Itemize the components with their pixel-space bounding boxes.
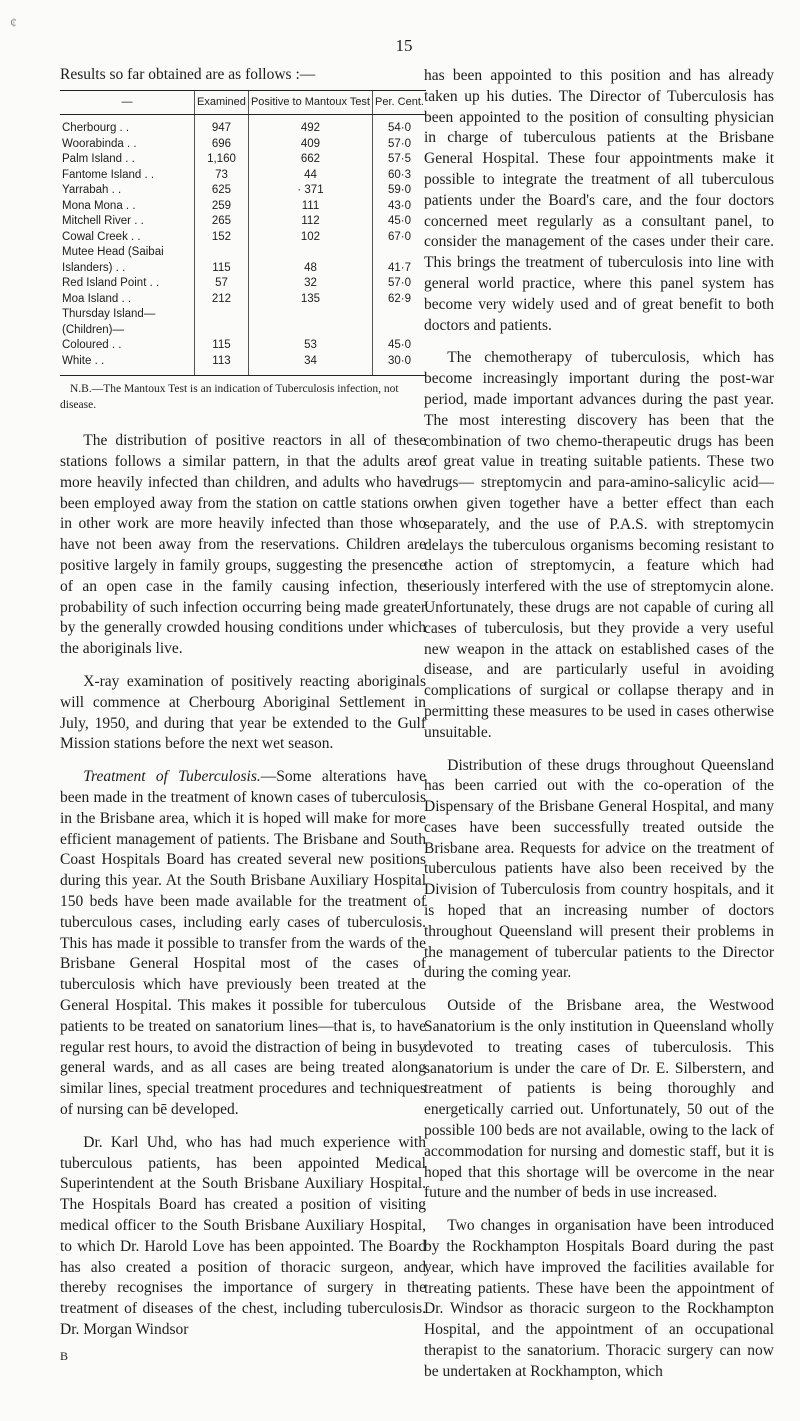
cell-percent: 43·0 [373, 199, 426, 215]
table-row [60, 230, 426, 246]
cell-examined: 947 [195, 115, 249, 137]
cell-station: Palm Island . . [62, 153, 135, 166]
table-intro: Results so far obtained are as follows :— [60, 66, 316, 83]
treatment-text: —Some alterations have been made in the treatment of known cases of tuberculosis in the Brisbane area, which it is hoped will make for more efficient management of patients. The Brisbane and South Coast Hospitals Board has created several new positions during this year. At the South Brisbane Auxiliary Hospital 150 beds have been made available for the treatment of tuberculous cases, including early cases of tuberculosis. This has made it possible to transfer from the wards of the Brisbane General Hospital most of the cases of tuberculosis which have previously been treated at the General Hospital. This makes it possible for tuberculous patients to be treated on sanatorium lines—that is, to have regular rest hours, to avoid the distraction of being in busy general wards, and as all cases are being treated along similar lines, special treatment procedures and techniques of nursing can bē developed. [60, 768, 426, 1118]
cell-percent: 30·0 [373, 354, 426, 376]
header-station: — [60, 91, 195, 115]
paragraph-rockhampton: Two changes in organisation have been introduced by the Rockhampton Hospitals Board during the past year, which have improved the facilities available for treating patients. These have been the appointment of Dr. Windsor as thoracic surgeon to the Rockhampton Hospital, and the appointment of an occupational therapist to the sanatorium. Thoracic surgery can now be undertaken at Rockhampton, which [424, 1217, 774, 1380]
table-row [60, 292, 426, 308]
treatment-heading: Treatment of Tuberculosis. [83, 768, 261, 786]
cell-percent: 57·0 [373, 137, 426, 153]
corner-mark: ¢ [10, 16, 17, 31]
cell-percent: 60·3 [373, 168, 426, 184]
cell-percent: 67·0 [373, 230, 426, 246]
cell-positive: 662 [248, 152, 372, 168]
cell-positive: 53 [248, 338, 372, 354]
page-number: 15 [395, 36, 413, 55]
cell-positive: 44 [248, 168, 372, 184]
cell-examined: 73 [195, 168, 249, 184]
cell-percent: 45·0 [373, 338, 426, 354]
cell-examined: 265 [195, 214, 249, 230]
cell-examined: 115 [195, 338, 249, 354]
mantoux-results-table [60, 90, 426, 376]
cell-examined [195, 307, 249, 323]
header-examined: Examined [195, 91, 249, 115]
header-percent: Per. Cent. [373, 91, 426, 115]
cell-positive: · 371 [248, 183, 372, 199]
cell-percent: 57·5 [373, 152, 426, 168]
header-positive: Positive to Mantoux Test [248, 91, 372, 115]
table-row [60, 152, 426, 168]
cell-percent: 57·0 [373, 276, 426, 292]
cell-examined: 57 [195, 276, 249, 292]
table-row [60, 199, 426, 215]
table-row [60, 168, 426, 184]
cell-positive: 32 [248, 276, 372, 292]
paragraph-appointments: Dr. Karl Uhd, who has had much experience with tuberculous patients, has been appointed Medical Superintendent at the South Brisbane Auxiliary Hospital. The Hospitals Board has created a position of visiting medical officer to the South Brisbane Auxiliary Hospital, to which Dr. Harold Love has been appointed. The Board has also created a position of thoracic surgeon, and thereby recognises the importance of surgery in the treatment of diseases of the chest, including tuberculosis. Dr. Morgan Windsor [60, 1133, 426, 1338]
paragraph-treatment [60, 767, 426, 1121]
table-row [60, 214, 426, 230]
cell-percent [373, 245, 426, 261]
cell-examined: 115 [195, 261, 249, 277]
cell-station: Woorabinda . . [62, 137, 137, 150]
table-row [60, 245, 426, 261]
cell-percent: 62·9 [373, 292, 426, 308]
cell-percent [373, 323, 426, 339]
cell-examined: 212 [195, 292, 249, 308]
cell-station: Moa Island . . [62, 292, 132, 305]
paragraph-drug-distribution: Distribution of these drugs throughout Queensland has been carried out with the co-operation of the Dispensary of the Brisbane General Hospital, and many cases have been successfully treated outside the Brisbane area. Requests for advice on the treatment of tuberculous patients have also been received by the Division of Tuberculosis from country hospitals, and it is hoped that an increasing number of doctors throughout Queensland will present their problems in the management of tubercular patients to the Director during the coming year. [424, 756, 774, 982]
paragraph-distribution: The distribution of positive reactors in all of these stations follows a similar pattern, in that the adults are more heavily infected than children, and adults who have been employed away from the station on cattle stations or in other work are more heavily infected than those who have not been away from the reservations. Children are positive largely in family groups, suggesting the presence of an open case in the family causing infection, the probability of such infection occurring being made greater by the generally crowded housing conditions under which the aboriginals live. [60, 432, 426, 658]
right-column [424, 66, 774, 1395]
paragraph-continued: has been appointed to this position and has already taken up his duties. The Director of Tuberculosis has been appointed to the position of consulting physician in charge of tuberculous patients at the Brisbane General Hospital. These four appointments make it possible to integrate the treatment of all tuberculous patients under the Board's care, and the four doctors concerned meet regularly as a consultant panel, to consider the management of the cases under their care. This brings the treatment of tuberculosis into line with general world practice, where this panel system has become very widely used and of great benefit to both doctors and patients. [424, 67, 774, 334]
cell-station: Islanders) . . [62, 261, 126, 274]
paragraph-westwood: Outside of the Brisbane area, the Westwood Sanatorium is the only institution in Queensland wholly devoted to treating cases of tuberculosis. This sanatorium is under the care of Dr. E. Silberstern, and treatment of patients is being thoroughly and energetically carried out. Unfortunately, 50 out of the possible 100 beds are not available, owing to the lack of accommodation for nursing and domestic staff, but it is hoped that this shortage will be overcome in the near future and the number of beds in use increased. [424, 997, 774, 1202]
cell-examined [195, 323, 249, 339]
cell-station: Coloured . . [62, 339, 122, 352]
table-body [60, 115, 426, 376]
table-row [60, 338, 426, 354]
cell-examined: 625 [195, 183, 249, 199]
table-row [60, 307, 426, 323]
cell-percent: 41·7 [373, 261, 426, 277]
cell-examined: 1,160 [195, 152, 249, 168]
cell-positive: 409 [248, 137, 372, 153]
cell-station: Cowal Creek . . [62, 230, 141, 243]
cell-station: Mutee Head (Saibai [62, 246, 164, 259]
cell-station: Mona Mona . . [62, 199, 136, 212]
cell-examined [195, 245, 249, 261]
cell-station: Thursday Island— [62, 308, 156, 321]
left-column [60, 66, 426, 1364]
cell-examined: 113 [195, 354, 249, 376]
table-row [60, 261, 426, 277]
table-row [60, 323, 426, 339]
cell-examined: 152 [195, 230, 249, 246]
cell-positive [248, 307, 372, 323]
cell-station: White . . [60, 354, 195, 376]
cell-positive [248, 245, 372, 261]
paragraph-xray: X-ray examination of positively reacting aboriginals will commence at Cherbourg Aboriginal Settlement in July, 1950, and during that year be extended to the Gulf Mission stations before the next wet season. [60, 672, 426, 753]
cell-positive [248, 323, 372, 339]
cell-positive: 102 [248, 230, 372, 246]
table-row [60, 183, 426, 199]
table-row [60, 354, 426, 376]
cell-percent: 45·0 [373, 214, 426, 230]
cell-positive: 135 [248, 292, 372, 308]
cell-station: Yarrabah . . [62, 184, 122, 197]
table-row [60, 137, 426, 153]
cell-station: (Children)— [62, 323, 124, 336]
cell-station: Red Island Point . . [62, 277, 160, 290]
cell-positive: 492 [248, 115, 372, 137]
paragraph-chemotherapy: The chemotherapy of tuberculosis, which has become increasingly important during the post-war period, made important advances during the past year. The most interesting discovery has been that the combination of two chemo-therapeutic drugs has been of great value in treating suitable patients. These two drugs— streptomycin and para-amino-salicylic acid— when given together have a better effect than each separately, and the use of P.A.S. with streptomycin delays the tuberculous organisms becoming resistant to the action of streptomycin, a feature which had seriously interfered with the use of streptomycin alone. Unfortunately, these drugs are not capable of curing all cases of tuberculosis, but they provide a very useful new weapon in the attack on established cases of the disease, and are particularly useful in avoiding complications of surgical or collapse therapy and in permitting these measures to be used in cases otherwise unsuitable. [424, 349, 774, 741]
cell-station: Cherbourg . . [62, 122, 130, 135]
cell-percent: 54·0 [373, 115, 426, 137]
cell-positive: 112 [248, 214, 372, 230]
cell-positive: 111 [248, 199, 372, 215]
cell-examined: 696 [195, 137, 249, 153]
cell-station: Mitchell River . . [62, 215, 144, 228]
table-row [60, 276, 426, 292]
signature-mark: B [60, 1348, 69, 1363]
table-header-row [60, 91, 426, 115]
cell-percent [373, 307, 426, 323]
table-row [60, 115, 426, 137]
cell-station: Fantome Island . . [62, 168, 155, 181]
cell-percent: 59·0 [373, 183, 426, 199]
cell-positive: 34 [248, 354, 372, 376]
cell-examined: 259 [195, 199, 249, 215]
table-note: N.B.—The Mantoux Test is an indication of Tuberculosis infection, not disease. [60, 383, 399, 411]
cell-positive: 48 [248, 261, 372, 277]
